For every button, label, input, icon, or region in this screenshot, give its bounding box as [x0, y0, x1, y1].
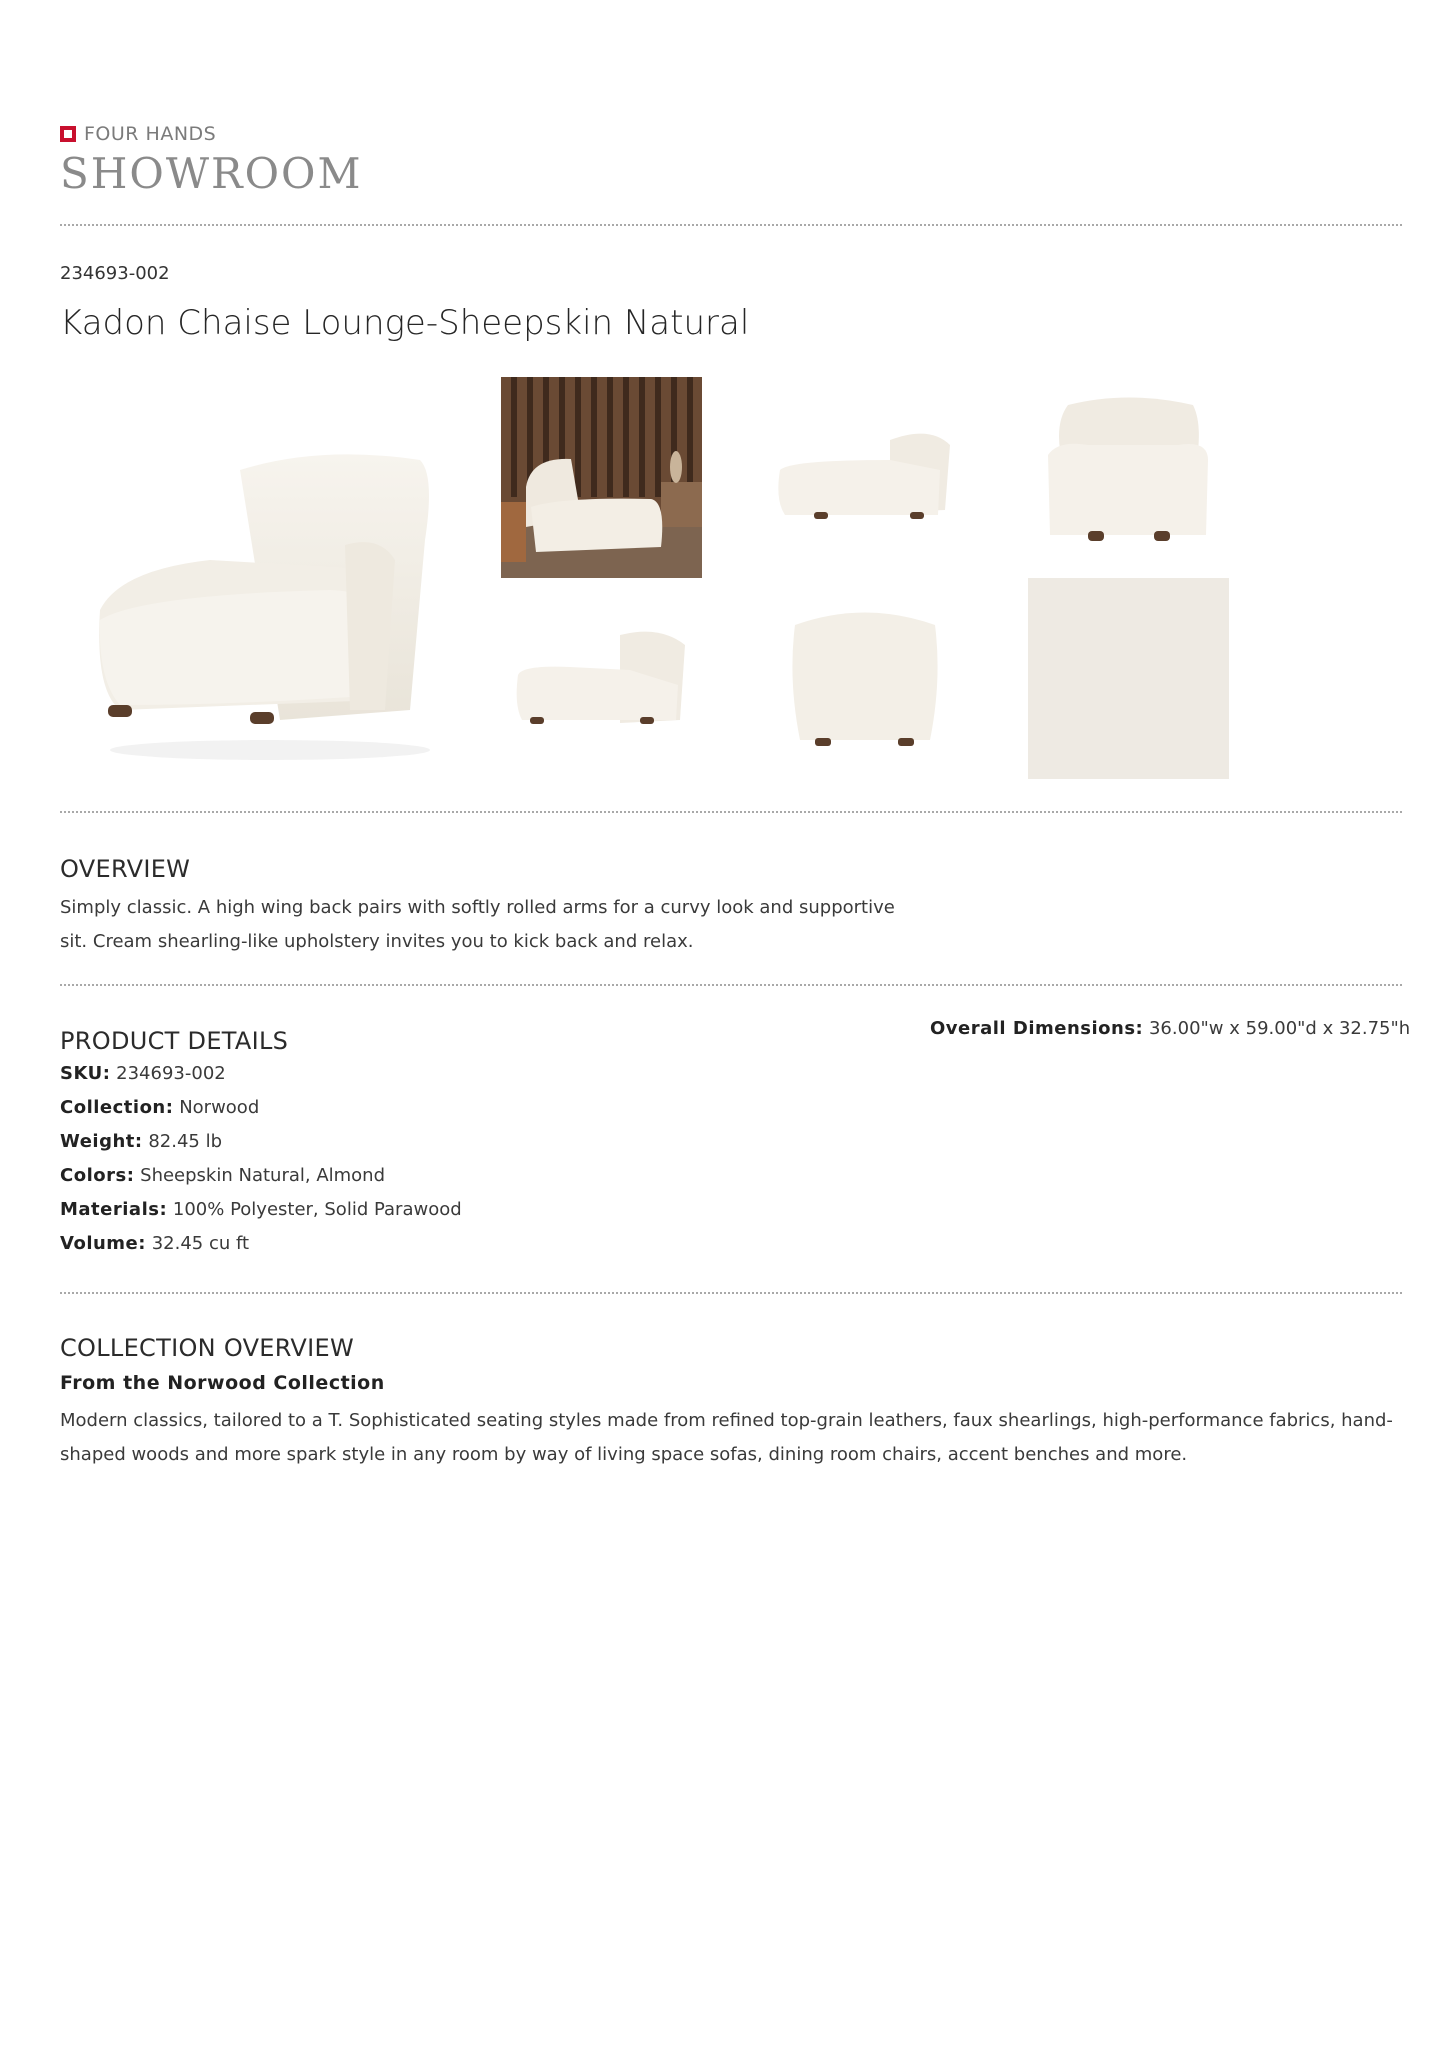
detail-label: Materials: [60, 1199, 168, 1220]
product-details-list [60, 1057, 462, 1261]
overview-line: Simply classic. A high wing back pairs with softly rolled arms for a curvy look and supportive [60, 897, 895, 918]
detail-label: Collection: [60, 1097, 174, 1118]
detail-value: 32.45 cu ft [151, 1233, 250, 1254]
chaise-front-angle-image [1028, 385, 1228, 560]
detail-value: 234693-002 [116, 1063, 226, 1084]
brand-mark-icon [60, 126, 76, 142]
detail-row [60, 1091, 462, 1125]
detail-value: Norwood [179, 1097, 260, 1118]
collection-text [60, 1404, 1393, 1472]
chaise-profile-image [510, 615, 695, 745]
detail-row [60, 1227, 462, 1261]
detail-row [60, 1125, 462, 1159]
detail-value: Sheepskin Natural, Almond [140, 1165, 386, 1186]
detail-label: Weight: [60, 1131, 143, 1152]
divider [60, 224, 1402, 226]
fabric-swatch-image [1028, 578, 1229, 779]
collection-heading: COLLECTION OVERVIEW [60, 1334, 355, 1362]
chaise-back-image [780, 600, 950, 760]
divider [60, 811, 1402, 813]
chaise-side-image [770, 400, 960, 560]
chaise-main-image [80, 420, 455, 775]
collection-line: shaped woods and more spark style in any room by way of living space sofas, dining room chairs, accent benches and more. [60, 1444, 1188, 1465]
collection-subheading: From the Norwood Collection [60, 1372, 385, 1394]
divider [60, 1292, 1402, 1294]
detail-label: Colors: [60, 1165, 135, 1186]
chaise-lifestyle-image [501, 377, 702, 578]
collection-line: Modern classics, tailored to a T. Sophisticated seating styles made from refined top-grain leathers, faux shearlings, high-performance fabrics, hand- [60, 1410, 1393, 1431]
dimensions-label: Overall Dimensions: [930, 1018, 1144, 1039]
divider [60, 984, 1402, 986]
brand-name: SHOWROOM [60, 149, 363, 198]
product-details-heading: PRODUCT DETAILS [60, 1027, 289, 1055]
dimensions-value: 36.00"w x 59.00"d x 32.75"h [1148, 1018, 1411, 1039]
brand-top-text: FOUR HANDS [84, 123, 217, 145]
overview-text [60, 891, 895, 959]
brand-logo [60, 120, 363, 198]
product-title: Kadon Chaise Lounge-Sheepskin Natural [60, 303, 750, 343]
detail-value: 82.45 lb [148, 1131, 223, 1152]
detail-row [60, 1057, 462, 1091]
detail-value: 100% Polyester, Solid Parawood [172, 1199, 462, 1220]
detail-label: Volume: [60, 1233, 146, 1254]
overview-heading: OVERVIEW [60, 855, 191, 883]
overview-line: sit. Cream shearling-like upholstery invites you to kick back and relax. [60, 931, 694, 952]
detail-row [60, 1193, 462, 1227]
detail-row [60, 1159, 462, 1193]
product-sku: 234693-002 [60, 263, 170, 284]
overall-dimensions [930, 1018, 1410, 1039]
detail-label: SKU: [60, 1063, 111, 1084]
